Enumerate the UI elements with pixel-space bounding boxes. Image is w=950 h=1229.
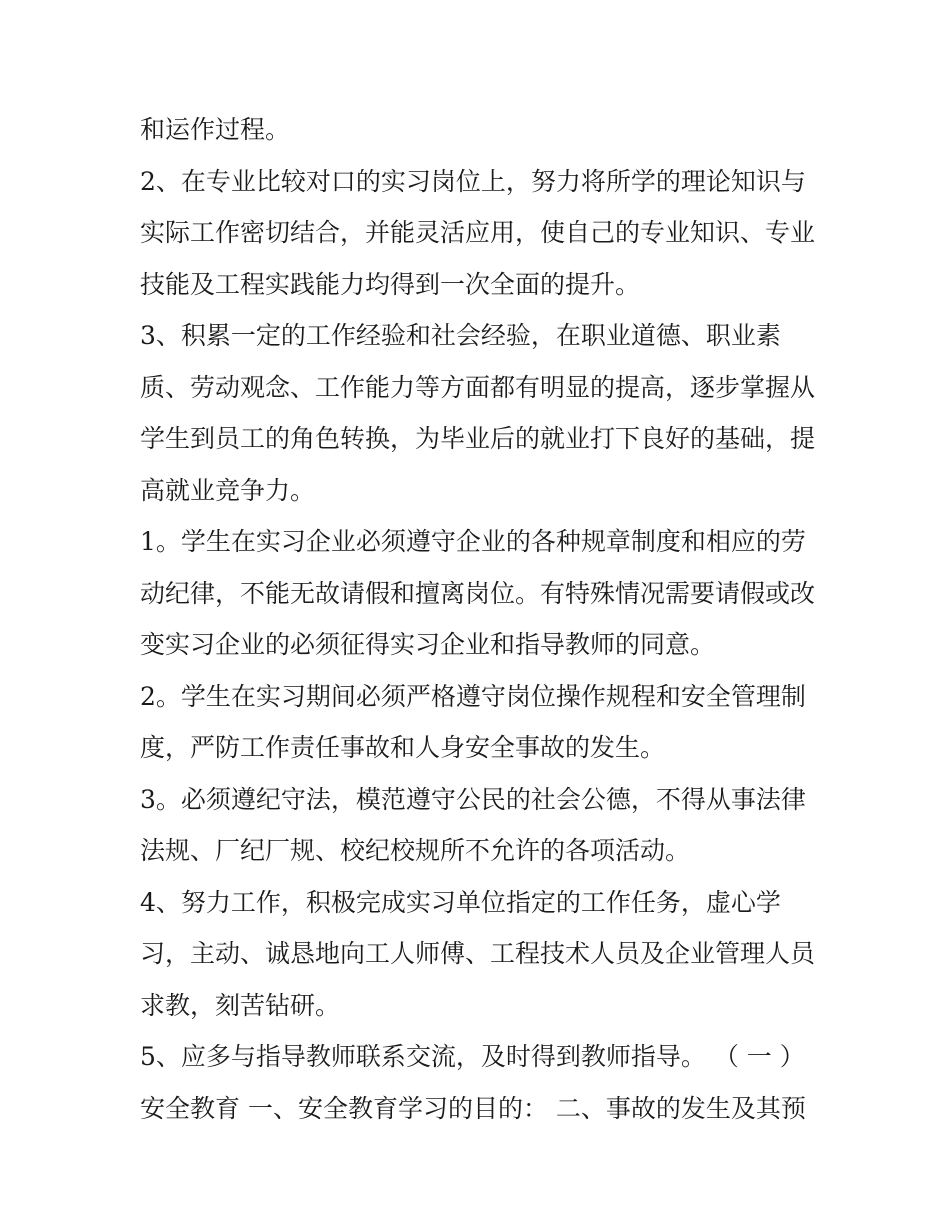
text-line: 技能及工程实践能力均得到一次全面的提升。 bbox=[140, 269, 641, 299]
text-line: 和运作过程。 bbox=[140, 115, 291, 144]
body-text bbox=[140, 104, 820, 1134]
text-line: 3。必须遵纪守法，模范遵守公民的社会公德，不得从事法律 bbox=[140, 784, 806, 814]
text-line: 实际工作密切结合，并能灵活应用，使自己的专业知识、专业 bbox=[140, 218, 816, 247]
text-line: 1。学生在实习企业必须遵守企业的各种规章制度和相应的劳 bbox=[140, 527, 806, 556]
text-line: 习，主动、诚恳地向工人师傅、工程技术人员及企业管理人员 bbox=[140, 939, 816, 968]
text-line: 2。学生在实习期间必须严格遵守岗位操作规程和安全管理制 bbox=[140, 681, 806, 711]
text-line: 动纪律，不能无故请假和擅离岗位。有特殊情况需要请假或改 bbox=[140, 578, 816, 608]
text-line: 3、积累一定的工作经验和社会经验，在职业道德、职业素 bbox=[140, 321, 781, 350]
text-line: 5、应多与指导教师联系交流，及时得到教师指导。 （ 一 ） bbox=[140, 1042, 805, 1071]
text-line: 变实习企业的必须征得实习企业和指导教师的同意。 bbox=[140, 630, 716, 659]
text-line: 法规、厂纪厂规、校纪校规所不允许的各项活动。 bbox=[140, 836, 691, 865]
text-line: 4、努力工作，积极完成实习单位指定的工作任务，虚心学 bbox=[140, 887, 781, 917]
text-line: 质、劳动观念、工作能力等方面都有明显的提高，逐步掌握从 bbox=[140, 372, 816, 402]
text-line: 求教，刻苦钻研。 bbox=[140, 990, 341, 1020]
text-line: 学生到员工的角色转换，为毕业后的就业打下良好的基础，提 bbox=[140, 424, 816, 453]
text-line: 安全教育 一、安全教育学习的目的： 二、事故的发生及其预 bbox=[140, 1093, 806, 1123]
text-line: 度，严防工作责任事故和人身安全事故的发生。 bbox=[140, 733, 666, 762]
text-line: 2、在专业比较对口的实习岗位上，努力将所学的理论知识与 bbox=[140, 166, 806, 196]
text-line: 高就业竞争力。 bbox=[140, 475, 316, 505]
